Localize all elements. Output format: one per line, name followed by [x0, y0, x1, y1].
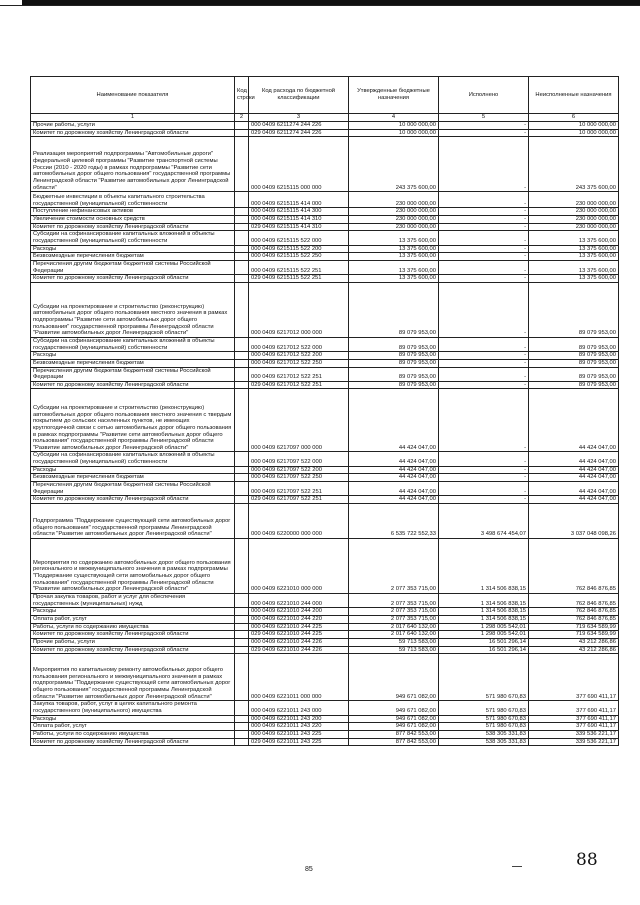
row-name: Работы, услуги по содержанию имущества [31, 623, 235, 631]
row-budget-code: 000 0409 6217012 522 200 [249, 352, 349, 360]
row-line-code [235, 223, 249, 231]
row-budget-code: 029 0409 6217012 522 251 [249, 381, 349, 389]
row-executed: 1 314 506 838,15 [439, 608, 529, 616]
row-approved: 59 713 583,00 [349, 639, 439, 647]
row-line-code [235, 359, 249, 367]
row-name: Комитет по дорожному хозяйству Ленинградской области [31, 646, 235, 654]
row-name: Комитет по дорожному хозяйству Ленинградской области [31, 275, 235, 283]
row-unexecuted: 377 690 411,17 [529, 701, 619, 715]
table-row [31, 474, 619, 482]
row-name: Комитет по дорожному хозяйству Ленинградской области [31, 631, 235, 639]
row-approved: 44 424 047,00 [349, 466, 439, 474]
row-approved: 44 424 047,00 [349, 474, 439, 482]
row-approved: 10 000 000,00 [349, 129, 439, 137]
row-name: Расходы [31, 245, 235, 253]
row-unexecuted: 230 000 000,00 [529, 223, 619, 231]
row-line-code [235, 608, 249, 616]
row-line-code [235, 715, 249, 723]
row-budget-code: 000 0409 6217012 522 000 [249, 337, 349, 351]
row-executed: - [439, 359, 529, 367]
row-unexecuted: 230 000 000,00 [529, 215, 619, 223]
row-budget-code: 000 0409 6221011 243 000 [249, 701, 349, 715]
row-unexecuted: 243 375 600,00 [529, 137, 619, 192]
table-row [31, 616, 619, 624]
row-name: Перечисления другим бюджетам бюджетной системы Российской Федерации [31, 260, 235, 274]
row-executed: - [439, 223, 529, 231]
row-executed: 1 314 506 838,15 [439, 616, 529, 624]
row-executed: 571 980 670,83 [439, 654, 529, 701]
row-budget-code: 000 0409 6215115 414 000 [249, 192, 349, 208]
row-budget-code: 000 0409 6217097 522 250 [249, 474, 349, 482]
row-line-code [235, 594, 249, 608]
row-name: Расходы [31, 466, 235, 474]
table-row [31, 389, 619, 452]
row-line-code [235, 639, 249, 647]
row-budget-code: 029 0409 6211274 244 226 [249, 129, 349, 137]
handwritten-page-mark: 88 [576, 850, 598, 870]
table-row [31, 715, 619, 723]
column-number: 1 [31, 114, 235, 122]
row-unexecuted: 43 212 286,86 [529, 646, 619, 654]
row-unexecuted: 44 424 047,00 [529, 474, 619, 482]
row-budget-code: 000 0409 6215115 414 310 [249, 215, 349, 223]
row-unexecuted: 230 000 000,00 [529, 208, 619, 216]
row-budget-code: 000 0409 6221010 244 220 [249, 616, 349, 624]
budget-execution-table [30, 76, 619, 746]
row-unexecuted: 339 536 221,17 [529, 738, 619, 746]
row-unexecuted: 89 079 953,00 [529, 282, 619, 337]
row-unexecuted: 762 846 876,85 [529, 594, 619, 608]
row-unexecuted: 13 375 600,00 [529, 260, 619, 274]
table-row [31, 482, 619, 496]
row-line-code [235, 137, 249, 192]
row-approved: 89 079 953,00 [349, 282, 439, 337]
row-executed: - [439, 215, 529, 223]
row-approved: 230 000 000,00 [349, 208, 439, 216]
row-line-code [235, 730, 249, 738]
row-executed: 571 980 670,83 [439, 715, 529, 723]
row-budget-code: 000 0409 6211274 244 226 [249, 122, 349, 130]
row-name: Мероприятия по капитальному ремонту автомобильных дорог общего пользования регионального и межмуниципального значения в рамках подпрограммы "Поддержание существующей сети автомобильных дорог общего пользования" государственной программы Ленинградской области "Развитие автомобильных дорог Ленинградской области" [31, 654, 235, 701]
row-executed: 1 298 005 542,01 [439, 623, 529, 631]
column-number: 6 [529, 114, 619, 122]
row-unexecuted: 762 846 876,85 [529, 616, 619, 624]
row-executed: - [439, 496, 529, 504]
row-name: Прочая закупка товаров, работ и услуг для обеспечения государственных (муниципальных) нужд [31, 594, 235, 608]
header-unexecuted: Неисполненные назначения [529, 77, 619, 114]
row-name: Субсидии на софинансирование капитальных вложений в объекты государственной (муниципальной) собственности [31, 231, 235, 245]
row-executed: 16 501 296,14 [439, 639, 529, 647]
row-line-code [235, 215, 249, 223]
row-line-code [235, 452, 249, 466]
table-row [31, 594, 619, 608]
table-row [31, 223, 619, 231]
row-line-code [235, 539, 249, 594]
row-executed: 538 305 331,83 [439, 730, 529, 738]
row-budget-code: 000 0409 6215115 414 300 [249, 208, 349, 216]
row-line-code [235, 208, 249, 216]
row-budget-code: 000 0409 6221011 243 225 [249, 730, 349, 738]
row-approved: 230 000 000,00 [349, 192, 439, 208]
row-unexecuted: 89 079 953,00 [529, 367, 619, 381]
table-row [31, 260, 619, 274]
row-executed: - [439, 381, 529, 389]
row-name: Субсидии на софинансирование капитальных вложений в объекты государственной (муниципальной) собственности [31, 337, 235, 351]
row-unexecuted: 3 037 048 098,26 [529, 504, 619, 539]
row-unexecuted: 10 000 000,00 [529, 129, 619, 137]
column-number: 5 [439, 114, 529, 122]
row-unexecuted: 377 690 411,17 [529, 654, 619, 701]
row-budget-code: 000 0409 6215115 522 251 [249, 260, 349, 274]
row-unexecuted: 44 424 047,00 [529, 496, 619, 504]
table-body [31, 122, 619, 746]
row-name: Перечисления другим бюджетам бюджетной системы Российской Федерации [31, 367, 235, 381]
table-row [31, 231, 619, 245]
table-row [31, 631, 619, 639]
table-row [31, 282, 619, 337]
row-executed: - [439, 192, 529, 208]
row-approved: 2 077 353 715,00 [349, 608, 439, 616]
row-budget-code: 000 0409 6215115 522 200 [249, 245, 349, 253]
row-line-code [235, 474, 249, 482]
column-number-row [31, 114, 619, 122]
row-name: Комитет по дорожному хозяйству Ленинградской области [31, 381, 235, 389]
table-row [31, 352, 619, 360]
table-row [31, 466, 619, 474]
row-approved: 949 671 082,00 [349, 701, 439, 715]
row-unexecuted: 762 846 876,85 [529, 608, 619, 616]
row-line-code [235, 466, 249, 474]
row-budget-code: 000 0409 6217097 522 000 [249, 452, 349, 466]
row-unexecuted: 762 846 876,85 [529, 539, 619, 594]
table-row [31, 245, 619, 253]
table-row [31, 646, 619, 654]
row-approved: 230 000 000,00 [349, 223, 439, 231]
row-executed: 538 305 331,83 [439, 738, 529, 746]
row-executed: - [439, 260, 529, 274]
row-line-code [235, 129, 249, 137]
row-unexecuted: 719 634 589,99 [529, 623, 619, 631]
row-unexecuted: 377 690 411,17 [529, 715, 619, 723]
row-unexecuted: 13 375 600,00 [529, 253, 619, 261]
row-approved: 6 535 722 552,33 [349, 504, 439, 539]
table-row [31, 639, 619, 647]
column-number: 4 [349, 114, 439, 122]
row-approved: 89 079 953,00 [349, 381, 439, 389]
row-line-code [235, 260, 249, 274]
row-budget-code: 000 0409 6217097 000 000 [249, 389, 349, 452]
row-name: Комитет по дорожному хозяйству Ленинградской области [31, 738, 235, 746]
table-row [31, 137, 619, 192]
row-name: Прочие работы, услуги [31, 122, 235, 130]
row-executed: 1 298 005 542,01 [439, 631, 529, 639]
row-line-code [235, 631, 249, 639]
row-budget-code: 000 0409 6217097 522 200 [249, 466, 349, 474]
row-line-code [235, 646, 249, 654]
header-approved: Утвержденные бюджетные назначения [349, 77, 439, 114]
table-row [31, 129, 619, 137]
row-budget-code: 000 0409 6221011 243 220 [249, 723, 349, 731]
row-unexecuted: 13 375 600,00 [529, 231, 619, 245]
row-executed: - [439, 452, 529, 466]
table-row [31, 122, 619, 130]
row-name: Оплата работ, услуг [31, 616, 235, 624]
row-approved: 44 424 047,00 [349, 452, 439, 466]
row-approved: 89 079 953,00 [349, 359, 439, 367]
row-budget-code: 029 0409 6217097 522 251 [249, 496, 349, 504]
row-name: Безвозмездные перечисления бюджетам [31, 253, 235, 261]
row-budget-code: 000 0409 6215115 522 000 [249, 231, 349, 245]
row-name: Увеличение стоимости основных средств [31, 215, 235, 223]
row-executed: 16 501 296,14 [439, 646, 529, 654]
row-approved: 949 671 082,00 [349, 654, 439, 701]
row-executed: - [439, 275, 529, 283]
row-approved: 230 000 000,00 [349, 215, 439, 223]
row-budget-code: 000 0409 6221010 244 000 [249, 594, 349, 608]
row-executed: - [439, 466, 529, 474]
row-approved: 13 375 600,00 [349, 275, 439, 283]
table-row [31, 275, 619, 283]
row-line-code [235, 231, 249, 245]
table-row [31, 623, 619, 631]
table-row [31, 730, 619, 738]
row-budget-code: 000 0409 6221010 244 226 [249, 639, 349, 647]
row-line-code [235, 504, 249, 539]
row-line-code [235, 654, 249, 701]
row-budget-code: 000 0409 6217012 000 000 [249, 282, 349, 337]
page-number: 85 [305, 866, 313, 873]
row-approved: 13 375 600,00 [349, 260, 439, 274]
header-executed: Исполнено [439, 77, 529, 114]
row-budget-code: 000 0409 6220000 000 000 [249, 504, 349, 539]
row-unexecuted: 719 634 589,99 [529, 631, 619, 639]
row-executed: - [439, 282, 529, 337]
row-line-code [235, 122, 249, 130]
table-row [31, 359, 619, 367]
row-line-code [235, 337, 249, 351]
row-approved: 59 713 583,00 [349, 646, 439, 654]
table-row [31, 192, 619, 208]
row-budget-code: 000 0409 6217097 522 251 [249, 482, 349, 496]
table-row [31, 496, 619, 504]
row-unexecuted: 339 536 221,17 [529, 730, 619, 738]
table-row [31, 381, 619, 389]
row-line-code [235, 282, 249, 337]
row-approved: 13 375 600,00 [349, 245, 439, 253]
row-approved: 949 671 082,00 [349, 715, 439, 723]
row-line-code [235, 192, 249, 208]
row-line-code [235, 381, 249, 389]
row-name: Реализация мероприятий подпрограммы "Автомобильные дороги" федеральной целевой программы "Развитие транспортной системы России (2010 - 2020 годы) в рамках подпрограммы "Развитие сети автомобильных дорог общего пользования" государственной программы Ленинградской области "Развитие автомобильных дорог Ленинградской области" [31, 137, 235, 192]
row-line-code [235, 701, 249, 715]
row-name: Оплата работ, услуг [31, 723, 235, 731]
column-number: 3 [249, 114, 349, 122]
dash-mark [512, 866, 522, 867]
table-row [31, 452, 619, 466]
row-name: Перечисления другим бюджетам бюджетной системы Российской Федерации [31, 482, 235, 496]
row-name: Поступление нефинансовых активов [31, 208, 235, 216]
row-line-code [235, 253, 249, 261]
row-line-code [235, 623, 249, 631]
row-name: Расходы [31, 715, 235, 723]
row-unexecuted: 44 424 047,00 [529, 452, 619, 466]
row-budget-code: 000 0409 6215115 000 000 [249, 137, 349, 192]
row-line-code [235, 352, 249, 360]
row-name: Работы, услуги по содержанию имущества [31, 730, 235, 738]
row-approved: 10 000 000,00 [349, 122, 439, 130]
row-approved: 44 424 047,00 [349, 496, 439, 504]
table-row [31, 654, 619, 701]
row-name: Закупка товаров, работ, услуг в целях капитального ремонта государственного (муниципального) имущества [31, 701, 235, 715]
row-budget-code: 029 0409 6221011 243 225 [249, 738, 349, 746]
row-executed: 1 314 506 838,15 [439, 594, 529, 608]
row-line-code [235, 275, 249, 283]
row-line-code [235, 245, 249, 253]
table-row [31, 337, 619, 351]
row-executed: - [439, 367, 529, 381]
row-unexecuted: 89 079 953,00 [529, 337, 619, 351]
row-line-code [235, 389, 249, 452]
header-budget-code: Код расхода по бюджетной классификации [249, 77, 349, 114]
row-approved: 13 375 600,00 [349, 231, 439, 245]
row-approved: 89 079 953,00 [349, 337, 439, 351]
row-unexecuted: 43 212 286,86 [529, 639, 619, 647]
row-executed: - [439, 253, 529, 261]
row-name: Расходы [31, 352, 235, 360]
table-row [31, 215, 619, 223]
row-unexecuted: 89 079 953,00 [529, 359, 619, 367]
row-executed: 571 980 670,83 [439, 701, 529, 715]
row-approved: 2 017 640 132,00 [349, 631, 439, 639]
row-unexecuted: 89 079 953,00 [529, 352, 619, 360]
row-budget-code: 029 0409 6221010 244 226 [249, 646, 349, 654]
table-row [31, 738, 619, 746]
row-executed: - [439, 474, 529, 482]
row-approved: 2 077 353 715,00 [349, 594, 439, 608]
row-name: Мероприятия по содержанию автомобильных дорог общего пользования регионального и межмуниципального значения в рамках подпрограммы "Поддержание существующей сети автомобильных дорог общего пользования" государственной программы Ленинградской области "Развитие автомобильных дорог Ленинградской области" [31, 539, 235, 594]
row-name: Субсидии на софинансирование капитальных вложений в объекты государственной (муниципальной) собственности [31, 452, 235, 466]
row-unexecuted: 13 375 600,00 [529, 275, 619, 283]
row-name: Расходы [31, 608, 235, 616]
row-executed: - [439, 208, 529, 216]
row-approved: 44 424 047,00 [349, 389, 439, 452]
row-unexecuted: 44 424 047,00 [529, 389, 619, 452]
row-executed: - [439, 337, 529, 351]
row-approved: 13 375 600,00 [349, 253, 439, 261]
row-budget-code: 029 0409 6221010 244 225 [249, 631, 349, 639]
row-budget-code: 000 0409 6215115 522 250 [249, 253, 349, 261]
row-budget-code: 000 0409 6221010 244 225 [249, 623, 349, 631]
table-row [31, 608, 619, 616]
row-approved: 89 079 953,00 [349, 352, 439, 360]
row-executed: 1 314 506 838,15 [439, 539, 529, 594]
table-row [31, 367, 619, 381]
row-name: Комитет по дорожному хозяйству Ленинградской области [31, 129, 235, 137]
row-unexecuted: 230 000 000,00 [529, 192, 619, 208]
row-name: Безвозмездные перечисления бюджетам [31, 359, 235, 367]
row-line-code [235, 367, 249, 381]
row-approved: 877 842 553,00 [349, 738, 439, 746]
table-row [31, 723, 619, 731]
row-name: Подпрограмма "Поддержание существующей сети автомобильных дорог общего пользования" государственной программы Ленинградской области "Развитие автомобильных дорог Ленинградской области" [31, 504, 235, 539]
top-border-line [0, 5, 640, 6]
header-row [31, 77, 619, 114]
row-budget-code: 000 0409 6221011 243 200 [249, 715, 349, 723]
row-approved: 243 375 600,00 [349, 137, 439, 192]
row-budget-code: 029 0409 6215115 414 310 [249, 223, 349, 231]
row-name: Прочие работы, услуги [31, 639, 235, 647]
column-number: 2 [235, 114, 249, 122]
row-executed: 571 980 670,83 [439, 723, 529, 731]
row-approved: 877 842 553,00 [349, 730, 439, 738]
table-row [31, 701, 619, 715]
row-line-code [235, 496, 249, 504]
header-line-code: Код строки [235, 77, 249, 114]
row-executed: - [439, 231, 529, 245]
row-budget-code: 000 0409 6217012 522 250 [249, 359, 349, 367]
table-row [31, 208, 619, 216]
row-approved: 89 079 953,00 [349, 367, 439, 381]
row-unexecuted: 377 690 411,17 [529, 723, 619, 731]
row-executed: - [439, 129, 529, 137]
row-budget-code: 000 0409 6221011 000 000 [249, 654, 349, 701]
row-unexecuted: 44 424 047,00 [529, 466, 619, 474]
row-executed: - [439, 389, 529, 452]
row-line-code [235, 738, 249, 746]
row-unexecuted: 44 424 047,00 [529, 482, 619, 496]
row-name: Комитет по дорожному хозяйству Ленинградской области [31, 223, 235, 231]
table-row [31, 504, 619, 539]
header-indicator-name: Наименование показателя [31, 77, 235, 114]
row-unexecuted: 13 375 600,00 [529, 245, 619, 253]
row-executed: 3 498 674 454,07 [439, 504, 529, 539]
row-budget-code: 029 0409 6215115 522 251 [249, 275, 349, 283]
row-executed: - [439, 137, 529, 192]
row-line-code [235, 723, 249, 731]
row-name: Субсидии на проектирование и строительство (реконструкцию) автомобильных дорог общего пользования местного значения в рамках подпрограммы "Развитие сети автомобильных дорог общего пользования" государственной программы Ленинградской области "Развитие автомобильных дорог Ленинградской области" [31, 282, 235, 337]
row-approved: 44 424 047,00 [349, 482, 439, 496]
row-approved: 2 077 353 715,00 [349, 616, 439, 624]
row-name: Субсидии на проектирование и строительство (реконструкцию) автомобильных дорог общего пользования местного значения с твердым покрытием до сельских населенных пунктов, не имеющих круглогодичной связи с сетью автомобильных дорог общего пользования в рамках подпрограммы "Развитие сети автомобильных дорог общего пользования" государственной программы Ленинградской области "Развитие автомобильных дорог Ленинградской области" [31, 389, 235, 452]
row-name: Бюджетные инвестиции в объекты капитального строительства государственной (муниципальной) собственности [31, 192, 235, 208]
row-approved: 949 671 082,00 [349, 723, 439, 731]
table-row [31, 253, 619, 261]
row-line-code [235, 482, 249, 496]
row-budget-code: 000 0409 6217012 522 251 [249, 367, 349, 381]
row-approved: 2 017 640 132,00 [349, 623, 439, 631]
row-budget-code: 000 0409 6221010 244 200 [249, 608, 349, 616]
row-name: Комитет по дорожному хозяйству Ленинградской области [31, 496, 235, 504]
row-executed: - [439, 122, 529, 130]
row-approved: 2 077 353 715,00 [349, 539, 439, 594]
table-row [31, 539, 619, 594]
row-unexecuted: 89 079 953,00 [529, 381, 619, 389]
row-unexecuted: 10 000 000,00 [529, 122, 619, 130]
row-executed: - [439, 245, 529, 253]
row-budget-code: 000 0409 6221010 000 000 [249, 539, 349, 594]
row-name: Безвозмездные перечисления бюджетам [31, 474, 235, 482]
row-line-code [235, 616, 249, 624]
row-executed: - [439, 482, 529, 496]
row-executed: - [439, 352, 529, 360]
